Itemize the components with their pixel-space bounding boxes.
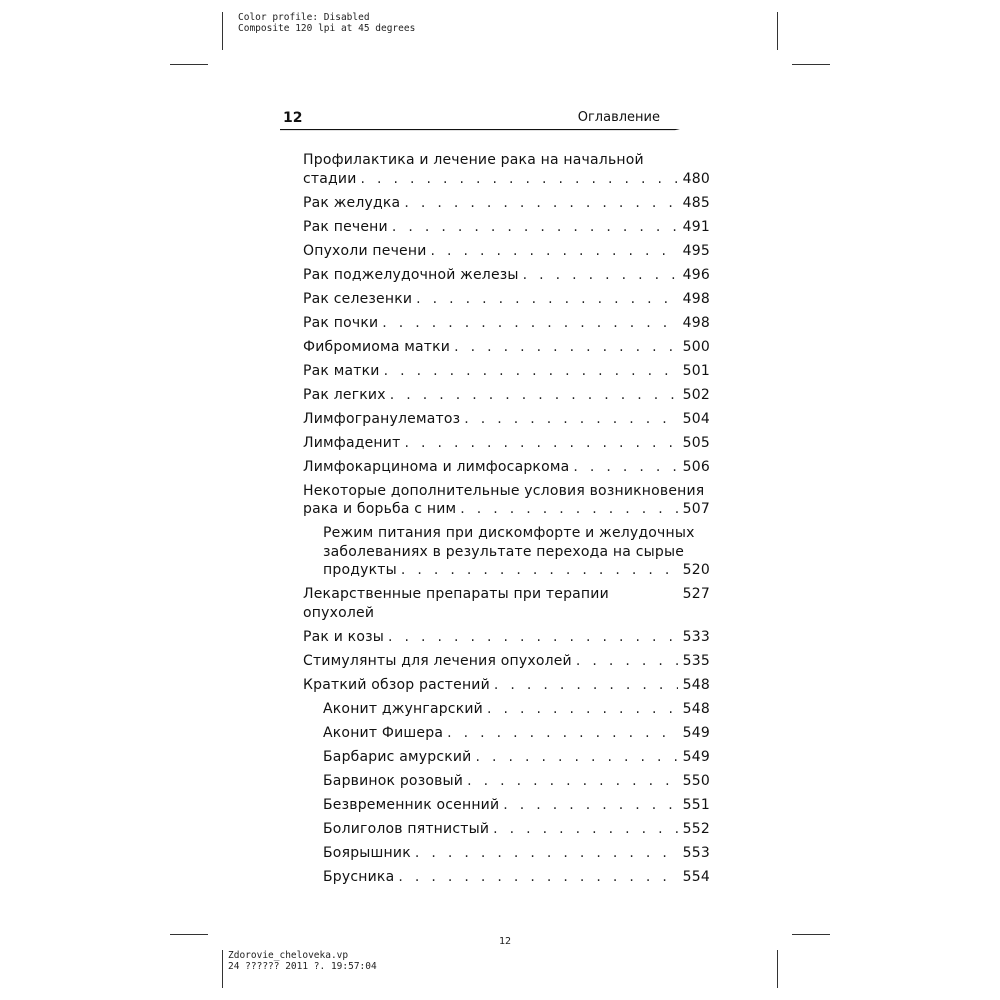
dot-leader [388,628,678,647]
dot-leader [398,868,678,887]
print-info [238,12,415,34]
toc-page-number: 496 [682,266,710,283]
dot-leader [467,772,678,791]
toc-entry-title: Рак поджелудочной железы [303,266,519,283]
toc-entry-title: Краткий обзор растений [303,676,490,693]
toc-page-number: 554 [682,868,710,885]
crop-mark [777,12,778,50]
toc-entry-title: Рак и козы [303,628,384,645]
toc-entry-title: Лекарственные препараты при терапии опухолей [303,586,609,621]
crop-mark [170,934,208,935]
toc-page-number: 504 [682,410,710,427]
crop-mark [170,64,208,65]
toc-page-number: 553 [682,844,710,861]
toc-entry-title: Болиголов пятнистый [323,820,490,837]
toc-entry-title: рака и борьба с ним [303,501,457,517]
toc-entry-title: Опухоли печени [303,242,427,259]
toc-page-number: 507 [682,501,710,517]
toc-entry [303,724,710,743]
toc-entry [303,410,710,429]
dot-leader [487,700,678,719]
toc-page-number: 506 [682,458,710,475]
dot-leader [460,500,678,519]
toc-entry [303,796,710,815]
toc-entry-title: заболеваниях в результате перехода на сырые [323,543,685,560]
dot-leader [361,170,678,189]
toc-page-number: 500 [682,338,710,355]
dot-leader [384,362,678,381]
toc-entry [303,524,710,580]
file-name: Zdorovie_cheloveka.vp [228,950,349,961]
toc-entry [303,676,710,695]
toc-entry [303,266,710,285]
toc-entry-title: Профилактика и лечение рака на начальной [303,152,644,168]
toc-entry-title: Некоторые дополнительные условия возникновения [303,482,705,499]
toc-entry [303,218,710,237]
toc-entry-title: стадии [303,170,357,187]
toc-entry-title: Безвременник осенний [323,796,500,813]
toc-entry [303,290,710,309]
toc-entry-title: Фибромиома матки [303,338,451,355]
toc-entry-title: Аконит Фишера [323,724,444,741]
toc-entry [303,652,710,671]
toc-page-number: 520 [682,562,710,578]
toc-entry-title: Режим питания при дискомфорте и желудочных [323,525,695,541]
toc-entry-title: Барвинок розовый [323,772,464,789]
toc-entry-title: Стимулянты для лечения опухолей [303,652,572,669]
dot-leader [390,386,678,405]
toc-entry [303,628,710,647]
toc-entry [303,772,710,791]
toc-entry [303,844,710,863]
toc-entry-title: Брусника [323,868,395,885]
toc-page-number: 552 [682,820,710,837]
dot-leader [382,314,678,333]
toc-entry [303,151,710,188]
dot-leader [573,458,678,477]
toc-entry-title: Рак печени [303,218,388,235]
section-title: Оглавление [577,110,660,125]
toc-page-number: 549 [682,748,710,765]
crop-mark [777,950,778,988]
toc-entry [303,482,710,519]
dot-leader [503,796,678,815]
dot-leader [493,820,678,839]
print-info-line: Color profile: Disabled [238,12,370,23]
dot-leader [475,748,678,767]
toc-entry [303,242,710,261]
toc-entry [303,194,710,213]
toc-page-number: 498 [682,290,710,307]
toc-page-number: 485 [682,194,710,211]
toc-page-number: 551 [682,796,710,813]
toc-entry [303,868,710,887]
toc-entry [303,458,710,477]
toc-entry [303,434,710,453]
dot-leader [401,561,678,580]
toc-entry-title: Рак желудка [303,194,401,211]
crop-mark [222,950,223,988]
dot-leader [447,724,678,743]
toc-entry [303,700,710,719]
toc-page-number: 548 [682,676,710,693]
footer-folio: 12 [498,936,512,947]
toc-entry [303,314,710,333]
dot-leader [494,676,678,695]
toc-page-number: 527 [682,586,710,602]
dot-leader [464,410,678,429]
toc-entry-title: Барбарис амурский [323,748,472,765]
toc-page-number: 535 [682,652,710,669]
toc-page-number: 548 [682,700,710,717]
dot-leader [431,242,678,261]
toc-page-number: 550 [682,772,710,789]
dot-leader [454,338,678,357]
toc-entry [303,362,710,381]
toc-entry-title: Лимфогранулематоз [303,410,461,427]
toc-page-number: 549 [682,724,710,741]
toc-page-number: 480 [682,170,710,187]
page-number: 12 [283,110,303,126]
toc-entry [303,386,710,405]
toc-entry-title: Аконит джунгарский [323,700,483,717]
toc-entry-title: Рак селезенки [303,290,413,307]
toc-entry [303,338,710,357]
crop-mark [792,64,830,65]
dot-leader [523,266,678,285]
crop-mark [792,934,830,935]
toc-entry-title: Лимфаденит [303,434,401,451]
toc-page-number: 495 [682,242,710,259]
toc-page-number: 491 [682,218,710,235]
toc-entry-title: Рак легких [303,386,386,403]
dot-leader [392,218,678,237]
toc-page-number: 505 [682,434,710,451]
print-info-line: Composite 120 lpi at 45 degrees [238,23,416,34]
toc-entry [303,585,710,622]
toc-entry-title: Лимфокарцинома и лимфосаркома [303,458,570,475]
toc-entry-title: Боярышник [323,844,411,861]
file-timestamp: 24 ?????? 2011 ?. 19:57:04 [228,961,377,972]
toc-entry-title: Рак матки [303,362,380,379]
toc-page-number: 533 [682,628,710,645]
dot-leader [416,290,678,309]
toc-page-number: 501 [682,362,710,379]
toc-page-number: 498 [682,314,710,331]
toc-entry [303,748,710,767]
toc-entry-title: продукты [323,562,397,578]
dot-leader [415,844,678,863]
dot-leader [576,652,678,671]
crop-mark [222,12,223,50]
toc-entry [303,820,710,839]
file-info [228,950,377,972]
running-head [280,100,720,140]
dot-leader [404,194,678,213]
table-of-contents [303,151,710,892]
toc-entry-title: Рак почки [303,314,379,331]
dot-leader [404,434,678,453]
toc-page-number: 502 [682,386,710,403]
